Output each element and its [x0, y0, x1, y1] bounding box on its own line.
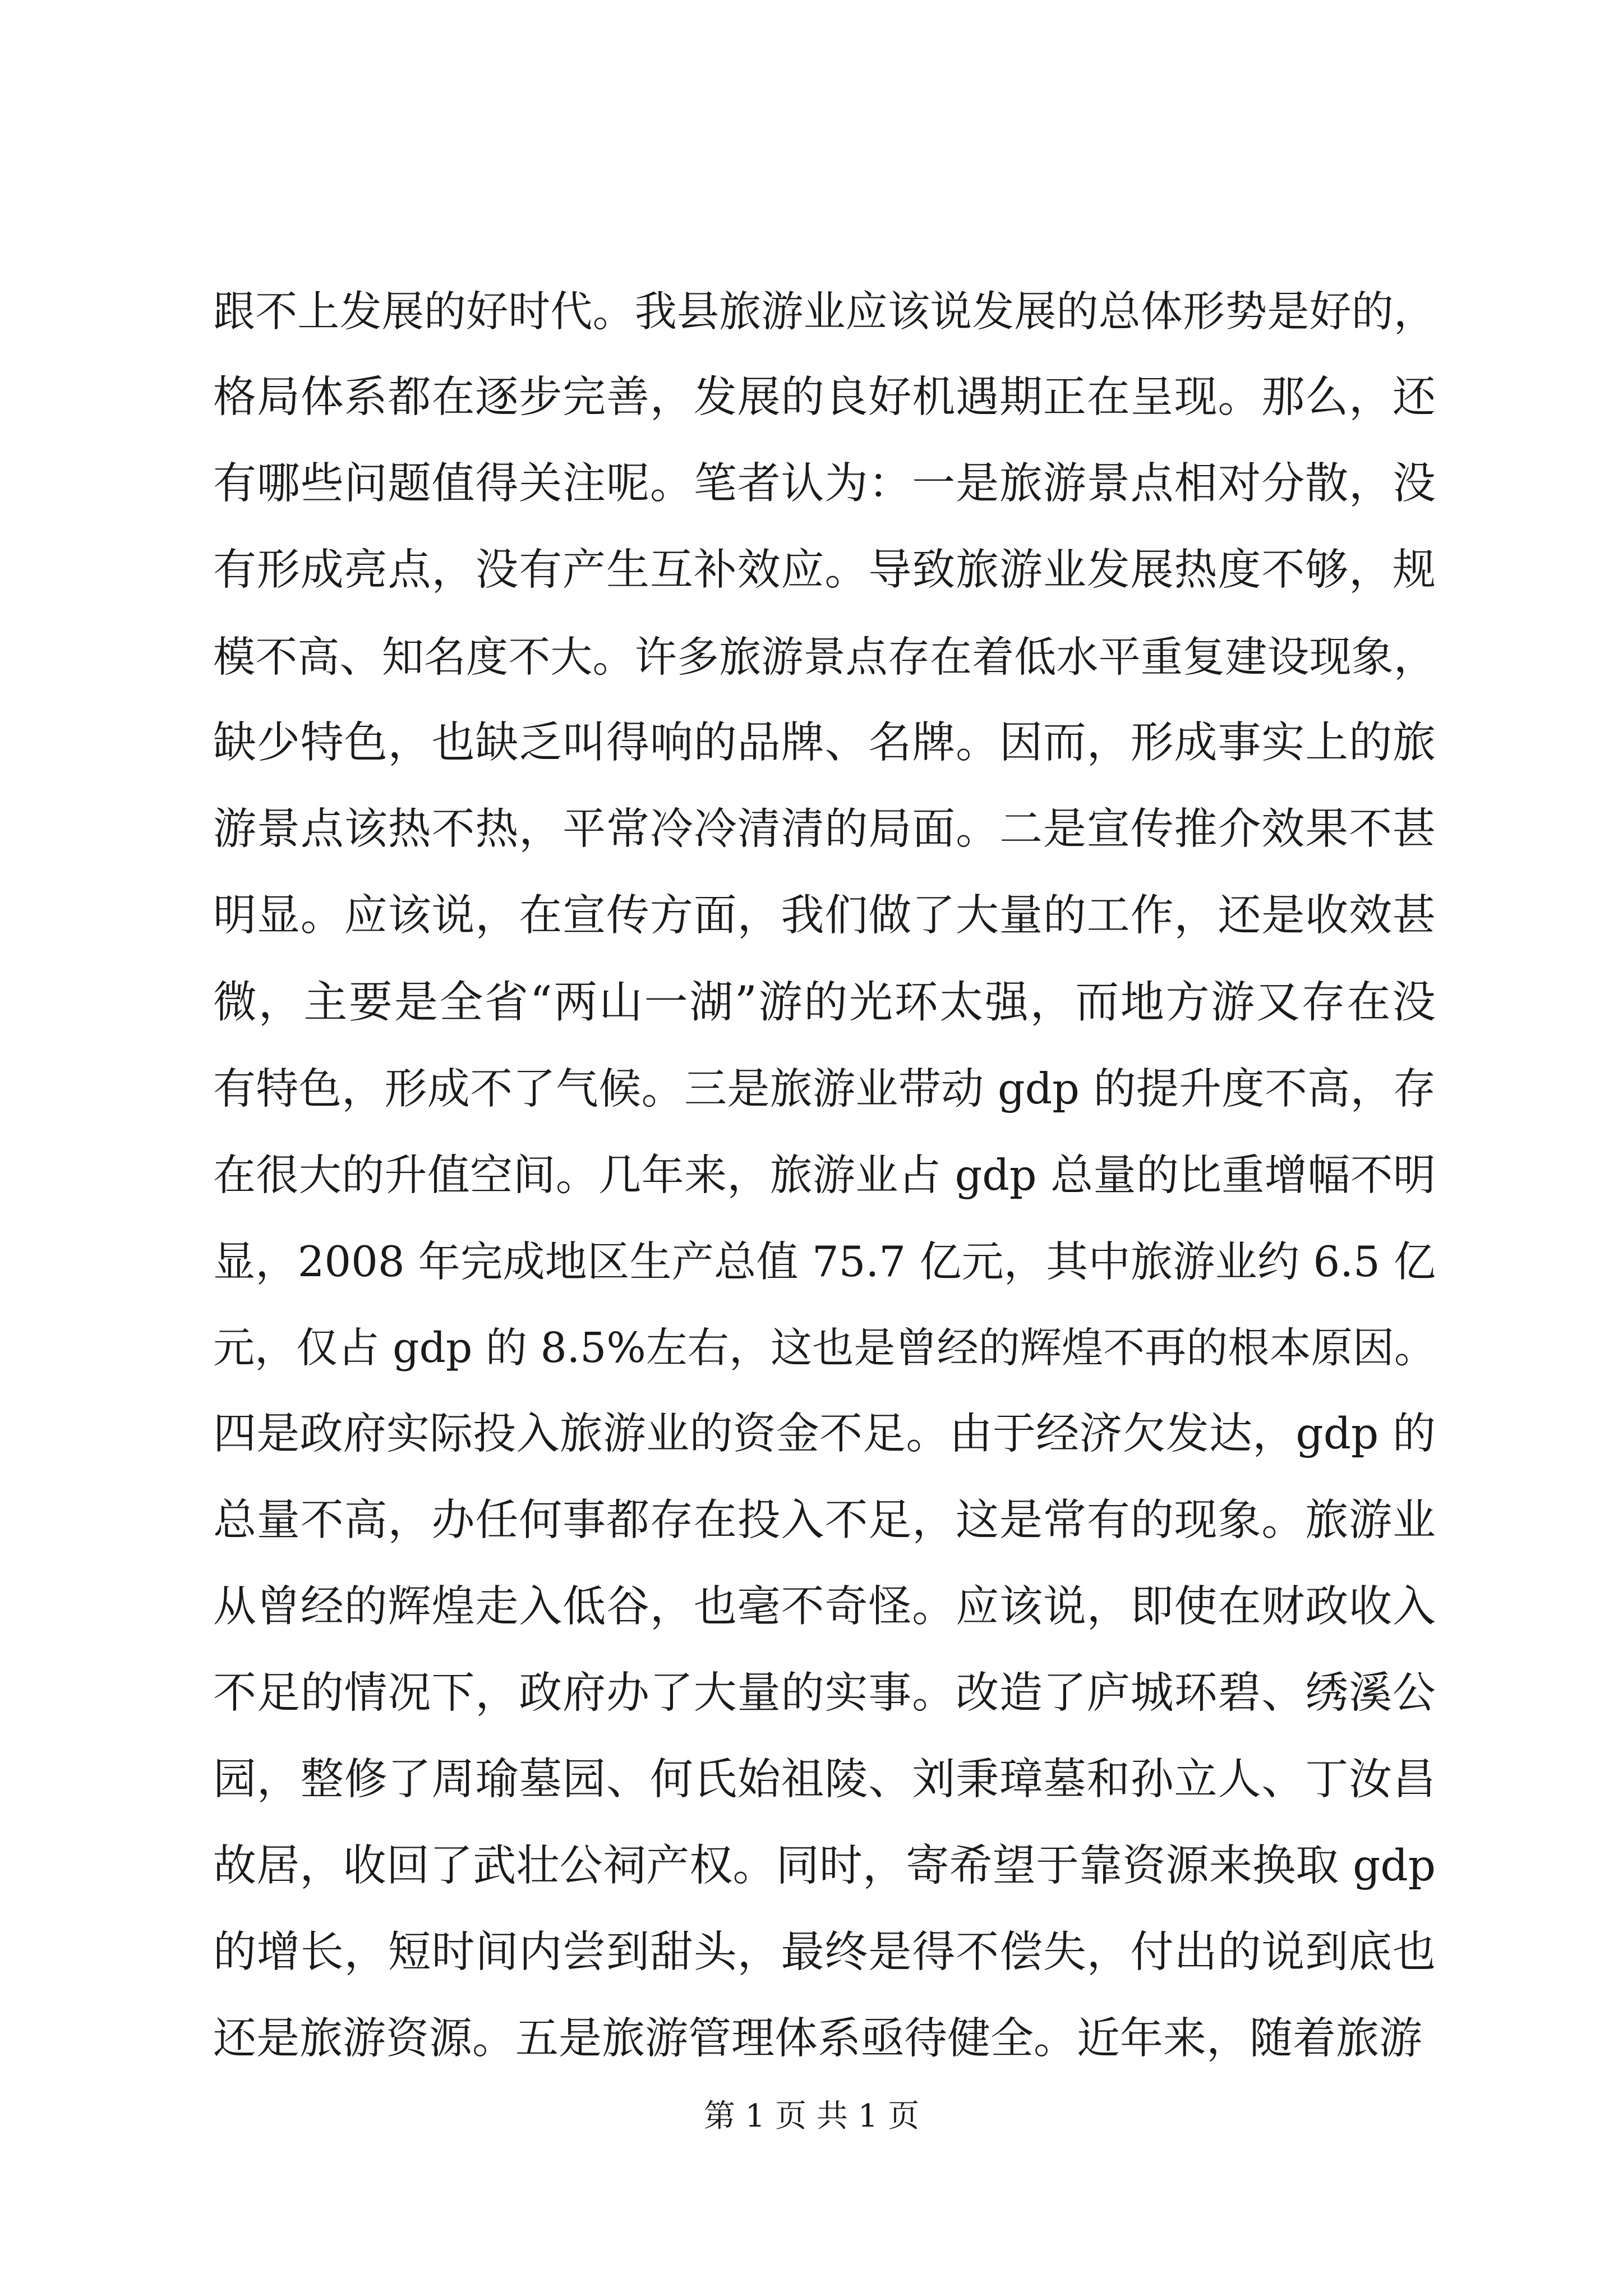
text-line: 微，主要是全省“两山一湖”游的光环太强，而地方游又存在没: [213, 977, 1436, 1028]
text-line: 园，整修了周瑜墓园、何氏始祖陵、刘秉璋墓和孙立人、丁汝昌: [213, 1755, 1436, 1805]
text-line: 显，2008 年完成地区生产总值 75.7 亿元，其中旅游业约 6.5 亿: [213, 1237, 1436, 1286]
text-line: 四是政府实际投入旅游业的资金不足。由于经济欠发达，gdp 的: [213, 1409, 1436, 1459]
text-line: 故居，收回了武壮公祠产权。同时，寄希望于靠资源来换取 gdp: [213, 1841, 1436, 1891]
text-line: 模不高、知名度不大。许多旅游景点存在着低水平重复建设现象，: [213, 632, 1436, 682]
text-line: 游景点该热不热，平常冷冷清清的局面。二是宣传推介效果不甚: [213, 804, 1436, 854]
text-line: 有哪些问题值得关注呢。笔者认为：一是旅游景点相对分散，没: [213, 459, 1436, 509]
text-line: 在很大的升值空间。几年来，旅游业占 gdp 总量的比重增幅不明: [213, 1150, 1436, 1200]
text-line: 跟不上发展的好时代。我县旅游业应该说发展的总体形势是好的，: [213, 287, 1436, 336]
text-line: 缺少特色，也缺乏叫得响的品牌、名牌。因而，形成事实上的旅: [213, 718, 1436, 768]
text-line: 的增长，短时间内尝到甜头，最终是得不偿失，付出的说到底也: [213, 1927, 1436, 1977]
text-line: 明显。应该说，在宣传方面，我们做了大量的工作，还是收效甚: [213, 891, 1436, 941]
text-line: 还是旅游资源。五是旅游管理体系亟待健全。近年来，随着旅游: [213, 2014, 1422, 2064]
text-line: 有特色，形成不了气候。三是旅游业带动 gdp 的提升度不高，存: [213, 1064, 1436, 1114]
text-line: 元，仅占 gdp 的 8.5%左右，这也是曾经的辉煌不再的根本原因。: [213, 1324, 1436, 1372]
body-text: [213, 268, 1436, 2082]
text-line: 不足的情况下，政府办了大量的实事。改造了庐城环碧、绣溪公: [213, 1668, 1436, 1718]
text-line: 从曾经的辉煌走入低谷，也毫不奇怪。应该说，即使在财政收入: [213, 1582, 1436, 1632]
page-footer: 第 1 页 共 1 页: [703, 2098, 920, 2134]
text-line: 有形成亮点，没有产生互补效应。导致旅游业发展热度不够，规: [213, 545, 1436, 595]
text-line: 格局体系都在逐步完善，发展的良好机遇期正在呈现。那么，还: [213, 372, 1436, 422]
text-line: 总量不高，办任何事都存在投入不足，这是常有的现象。旅游业: [213, 1496, 1436, 1545]
